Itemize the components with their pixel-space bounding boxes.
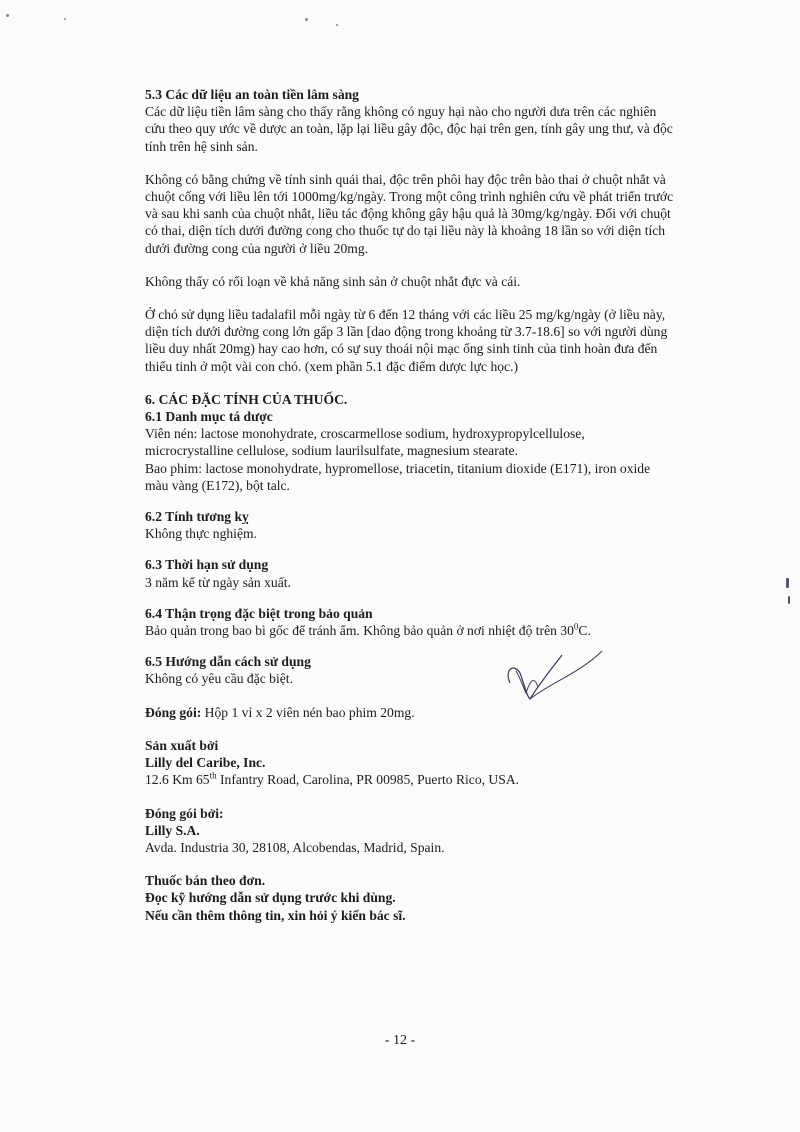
- degree-superscript: 0: [573, 621, 579, 632]
- section-6-3-text: 3 năm kể từ ngày sản xuất.: [145, 574, 291, 590]
- excipients-coating: Bao phim: lactose monohydrate, hypromellose, triacetin, titanium dioxide (E171), iron oxide màu vàng (E172), bột talc.: [145, 460, 651, 493]
- scan-speck: [305, 18, 308, 21]
- section-6-2-text: Không thực nghiệm.: [145, 526, 257, 542]
- scan-speck: [336, 24, 338, 26]
- section-5-3-paragraph-2: Không có bằng chứng về tính sinh quái thai, độc trên phôi hay độc trên bào thai ở chuột nhắt và chuột cống với liều lên tới 1000mg/kg/ngày. Trong một công trình nghiên cứu về phát triển trước và sau khi sanh của chuột nhắt, liều tác động không gây hậu quả là 30mg/kg/ngày. Đối với chuột có thai, diện tích dưới đường cong cho thuốc tự do tại liều này là khoảng 18 lần so với diện tích dưới đường cong của người ở liều 20mg.: [145, 171, 674, 256]
- document-body: [145, 86, 675, 924]
- scan-speck: [788, 596, 790, 604]
- section-6-4-heading: 6.4 Thận trọng đặc biệt trong bảo quản: [145, 605, 373, 621]
- manufacturer-name: Lilly del Caribe, Inc.: [145, 755, 266, 771]
- ask-doctor-warning: Nếu cần thêm thông tin, xin hỏi ý kiến bác sĩ.: [145, 907, 406, 923]
- section-6-heading: 6. CÁC ĐẶC TÍNH CỦA THUỐC.: [145, 391, 348, 407]
- packing-line: [145, 704, 675, 721]
- packager-address: Avda. Industria 30, 28108, Alcobendas, Madrid, Spain.: [145, 839, 445, 855]
- manufacturer-address-rest: Infantry Road, Carolina, PR 00985, Puerto Rico, USA.: [216, 772, 520, 788]
- ordinal-superscript: th: [209, 770, 217, 781]
- prescription-warning: Thuốc bán theo đơn.: [145, 873, 266, 889]
- excipients-core: Viên nén: lactose monohydrate, croscarmellose sodium, hydroxypropylcellulose, microcrystalline cellulose, sodium laurilsulfate, magnesium stearate.: [145, 426, 585, 459]
- page-number: - 12 -: [384, 1033, 416, 1048]
- section-6-2-heading: 6.2 Tính tương kỵ: [145, 509, 249, 525]
- manufacturer-address-part: 12.6 Km 65: [145, 772, 210, 788]
- read-instructions-warning: Đọc kỹ hướng dẫn sử dụng trước khi dùng.: [145, 890, 396, 906]
- packager-label: Đóng gói bởi:: [145, 805, 224, 821]
- section-6-1-heading: 6.1 Danh mục tá dược: [145, 409, 273, 425]
- section-6-5-heading: 6.5 Hướng dẫn cách sử dụng: [145, 654, 311, 670]
- section-5-3-paragraph-3: Không thấy có rối loạn về khả năng sinh sản ở chuột nhắt đực và cái.: [145, 273, 521, 289]
- section-6-3-heading: 6.3 Thời hạn sử dụng: [145, 557, 269, 573]
- storage-unit: C.: [578, 623, 591, 639]
- section-5-3-heading: 5.3 Các dữ liệu an toàn tiền lâm sàng: [145, 87, 359, 102]
- scan-speck: [6, 14, 9, 17]
- section-5-3-paragraph-4: Ở chó sử dụng liều tadalafil mỗi ngày từ 6 đến 12 tháng với các liều 25 mg/kg/ngày (ở liều này, diện tích dưới đường cong lớn gấp 3 lần [dao động trong khoảng từ 3.7-18.6] so với người dùng liều duy nhất 20mg) hay cao hơn, có sự suy thoái nội mạc ống sinh tinh của tinh hoàn đưa đến thiểu tinh ở một vài con chó. (xem phần 5.1 đặc điểm dược lực học.): [145, 307, 668, 374]
- packing-text: Hộp 1 vỉ x 2 viên nén bao phim 20mg.: [201, 704, 415, 720]
- packager-name: Lilly S.A.: [145, 822, 200, 838]
- packing-label: Đóng gói:: [145, 704, 202, 720]
- section-6-4-text: [145, 622, 675, 639]
- scan-speck: [64, 18, 66, 20]
- section-5-3-paragraph-1: Các dữ liệu tiền lâm sàng cho thấy rằng không có nguy hại nào cho người dưa trên các nghiên cứu theo quy ước về dược an toàn, lặp lại liều gây độc, độc hại trên gen, tính gây ung thư, và độc tính trên hệ sinh sản.: [145, 104, 673, 154]
- section-6-5-text: Không có yêu cầu đặc biệt.: [145, 671, 293, 687]
- storage-text: Bảo quản trong bao bì gốc để tránh ẩm. Không bảo quản ở nơi nhiệt độ trên 30: [145, 623, 574, 639]
- manufacturer-address: [145, 771, 675, 788]
- manufacturer-label: Sản xuất bởi: [145, 737, 219, 753]
- scan-speck: [786, 578, 789, 588]
